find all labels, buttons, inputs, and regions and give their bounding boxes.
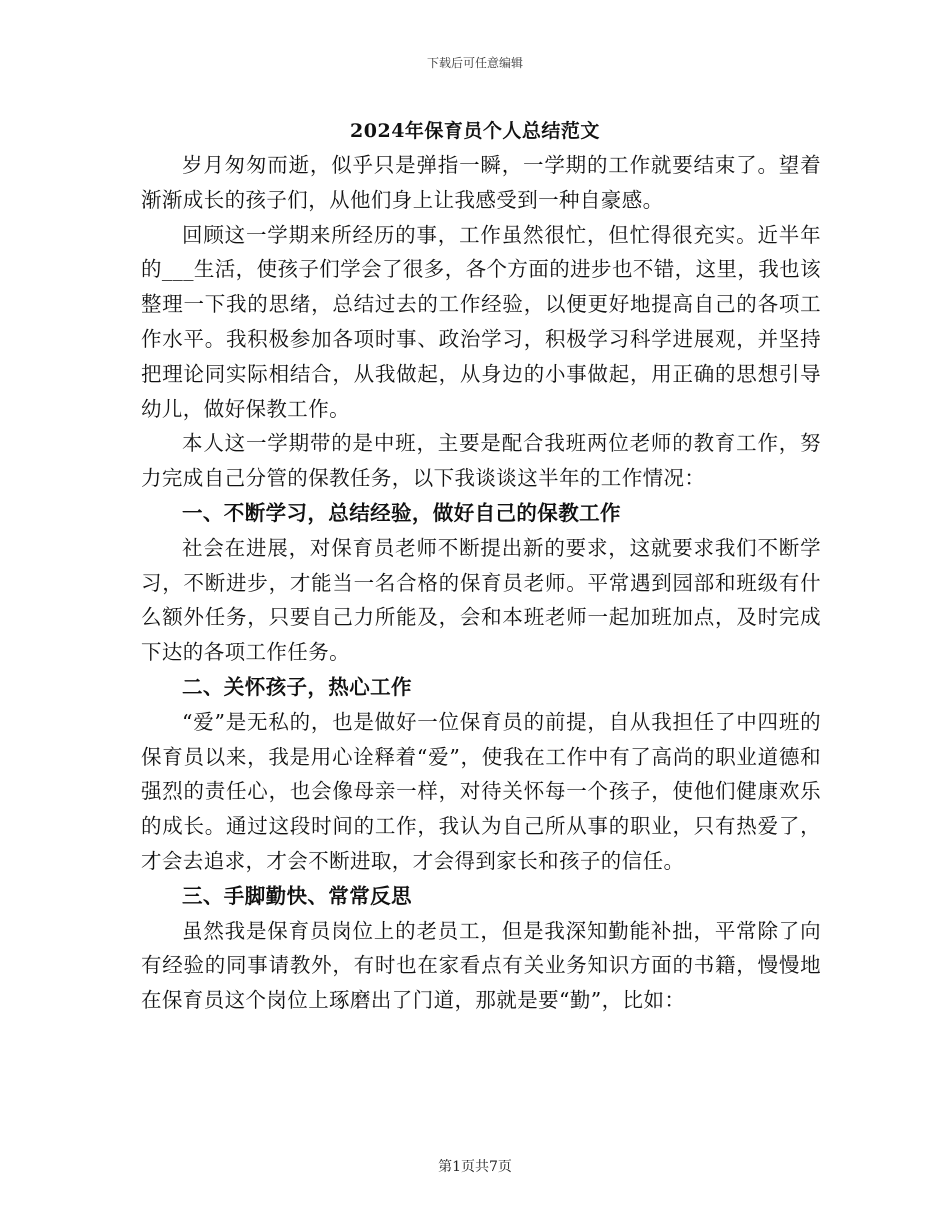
document-body [141,148,821,1018]
paragraph-intro: 岁月匆匆而逝，似乎只是弹指一瞬，一学期的工作就要结束了。望着渐渐成长的孩子们，从他们身上让我感受到一种自豪感。 [141,153,821,212]
paragraph-learning: 社会在进展，对保育员老师不断提出新的要求，这就要求我们不断学习，不断进步，才能当一名合格的保育员老师。平常遇到园部和班级有什么额外任务，只要自己力所能及，会和本班老师一起加班加点，及时完成下达的各项工作任务。 [141,535,821,665]
header-note: 下载后可任意编辑 [426,56,523,70]
paragraph-review: 回顾这一学期来所经历的事，工作虽然很忙，但忙得很充实。近半年的___生活，使孩子们学会了很多，各个方面的进步也不错，这里，我也该整理一下我的思绪，总结过去的工作经验，以便更好地提高自己的各项工作水平。我积极参加各项时事、政治学习，积极学习科学进展观，并坚持把理论同实际相结合，从我做起，从身边的小事做起，用正确的思想引导幼儿，做好保教工作。 [141,222,821,421]
paragraph-diligence: 虽然我是保育员岗位上的老员工，但是我深知勤能补拙，平常除了向有经验的同事请教外，有时也在家看点有关业务知识方面的书籍，慢慢地在保育员这个岗位上琢磨出了门道，那就是要“勤”，比如： [141,918,821,1013]
section-heading-2: 二、关怀孩子，热心工作 [182,674,412,699]
section-heading-3: 三、手脚勤快、常常反思 [182,883,412,908]
page-number: 第1页共7页 [438,1159,512,1175]
section-heading-1: 一、不断学习，总结经验，做好自己的保教工作 [182,500,621,525]
document-title: 2024年保育员个人总结范文 [350,120,600,142]
paragraph-class-duty: 本人这一学期带的是中班，主要是配合我班两位老师的教育工作，努力完成自己分管的保教任务，以下我谈谈这半年的工作情况： [141,431,821,491]
paragraph-care: “爱”是无私的，也是做好一位保育员的前提，自从我担任了中四班的保育员以来，我是用心诠释着“爱”，使我在工作中有了高尚的职业道德和强烈的责任心，也会像母亲一样，对待关怀每一个孩子，使他们健康欢乐的成长。通过这段时间的工作，我认为自己所从事的职业，只有热爱了，才会去追求，才会不断进取，才会得到家长和孩子的信任。 [141,709,821,873]
